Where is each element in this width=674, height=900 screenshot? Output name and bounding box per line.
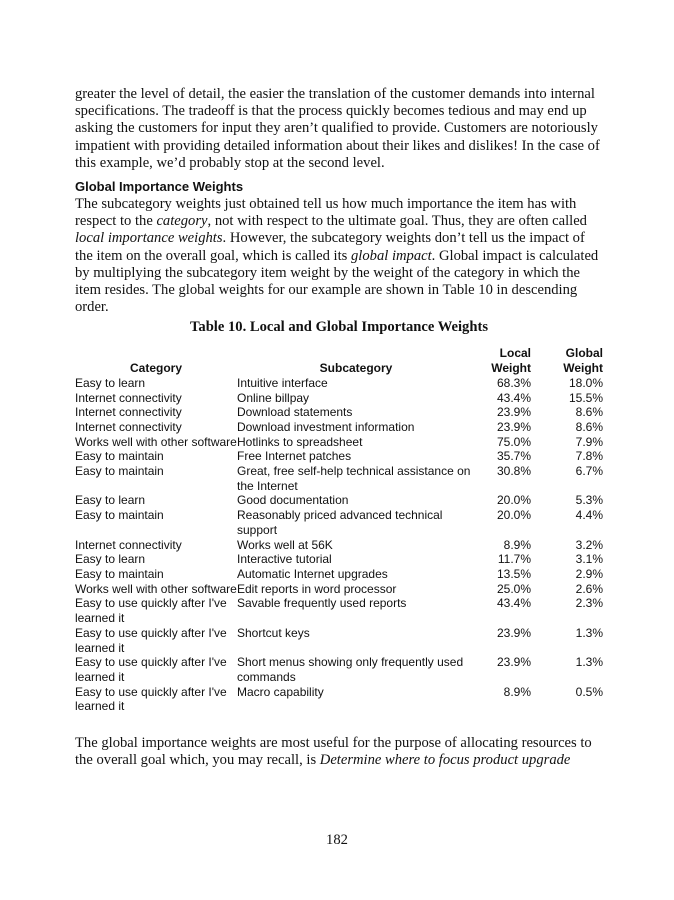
cell-subcategory: Interactive tutorial [237, 552, 332, 567]
header-local-weight: Local Weight [491, 346, 531, 376]
cell-category: Easy to maintain [75, 508, 164, 523]
table-row [75, 655, 603, 684]
table-row [75, 376, 603, 391]
cell-subcategory: Hotlinks to spreadsheet [237, 434, 363, 449]
cell-local-weight: 8.9% [503, 684, 531, 699]
cell-global-weight: 5.3% [575, 493, 603, 508]
cell-global-weight: 1.3% [575, 655, 603, 670]
cell-global-weight: 3.2% [575, 537, 603, 552]
text: The global importance weights are most useful for the purpose of allocating resources to the overall goal which, you may recall, is [75, 735, 592, 769]
cell-subcategory: Download statements [237, 405, 353, 420]
cell-local-weight: 13.5% [496, 566, 531, 581]
text: . However, the subcategory weights don’t tell us the impact of the item on the overall goal, which is called its [75, 230, 585, 264]
cell-global-weight: 6.7% [575, 464, 603, 479]
table-row [75, 493, 603, 508]
cell-local-weight: 23.9% [496, 405, 531, 420]
section-heading: Global Importance Weights [75, 179, 244, 195]
cell-category: Internet connectivity [75, 390, 182, 405]
emphasis: category [156, 213, 208, 230]
cell-subcategory: Intuitive interface [237, 375, 328, 390]
cell-subcategory: Free Internet patches [237, 449, 352, 464]
table-row [75, 405, 603, 420]
cell-category: Easy to use quickly after I've learned it [75, 596, 227, 626]
cell-global-weight: 2.6% [575, 581, 603, 596]
cell-local-weight: 20.0% [496, 493, 531, 508]
cell-category: Easy to learn [75, 552, 146, 567]
cell-subcategory: Automatic Internet upgrades [237, 566, 388, 581]
section-paragraph [75, 196, 603, 316]
importance-weights-table [75, 346, 603, 714]
cell-local-weight: 35.7% [496, 449, 531, 464]
table-row [75, 508, 603, 537]
cell-local-weight: 43.4% [496, 596, 531, 611]
text: , not with respect to the ultimate goal. Thus, they are often called [207, 213, 587, 230]
cell-global-weight: 8.6% [575, 419, 603, 434]
cell-local-weight: 75.0% [496, 434, 531, 449]
cell-subcategory: Great, free self-help technical assistance on the Internet [237, 464, 471, 493]
emphasis: local importance weights [75, 230, 223, 247]
emphasis: global impact [351, 247, 432, 264]
cell-local-weight: 11.7% [497, 552, 531, 567]
table-row [75, 464, 603, 493]
table-row [75, 449, 603, 464]
cell-global-weight: 3.1% [575, 552, 603, 567]
cell-subcategory: Shortcut keys [237, 625, 310, 640]
cell-category: Easy to use quickly after I've learned it [75, 625, 227, 655]
cell-subcategory: Download investment information [237, 419, 415, 434]
table-row [75, 685, 603, 714]
cell-global-weight: 1.3% [575, 625, 603, 640]
table-row [75, 626, 603, 655]
table-title: Table 10. Local and Global Importance Weights [190, 319, 488, 336]
cell-global-weight: 18.0% [568, 375, 603, 390]
table-row [75, 538, 603, 553]
table-row [75, 552, 603, 567]
closing-paragraph [75, 735, 603, 769]
cell-category: Easy to maintain [75, 566, 164, 581]
cell-local-weight: 30.8% [496, 464, 531, 479]
cell-global-weight: 4.4% [575, 508, 603, 523]
cell-local-weight: 23.9% [496, 655, 531, 670]
cell-subcategory: Macro capability [237, 684, 324, 699]
cell-local-weight: 23.9% [496, 419, 531, 434]
header-subcategory: Subcategory [319, 361, 393, 376]
header-global-weight: Global Weight [563, 346, 603, 376]
cell-subcategory: Reasonably priced advanced technical support [237, 508, 443, 537]
intro-paragraph: greater the level of detail, the easier the translation of the customer demands into internal specifications. The tradeoff is that the process quickly becomes tedious and may end up asking the customers for input they aren’t qualified to provide. Customers are notoriously impatient with providing detailed information about their likes and dislikes! In the case of this example, we’d probably stop at the second level. [75, 86, 600, 171]
cell-category: Easy to learn [75, 493, 146, 508]
cell-category: Easy to learn [75, 375, 146, 390]
table-row [75, 435, 603, 450]
cell-global-weight: 0.5% [575, 684, 603, 699]
table-header-row [75, 346, 603, 375]
cell-category: Works well with other software [75, 581, 237, 596]
cell-global-weight: 7.8% [575, 449, 603, 464]
table-row [75, 420, 603, 435]
cell-local-weight: 8.9% [503, 537, 531, 552]
document-page [75, 86, 603, 769]
cell-subcategory: Good documentation [237, 493, 349, 508]
cell-local-weight: 20.0% [496, 508, 531, 523]
cell-subcategory: Online billpay [237, 390, 310, 405]
cell-category: Works well with other software [75, 434, 237, 449]
cell-local-weight: 43.4% [496, 390, 531, 405]
page-number: 182 [326, 832, 348, 848]
cell-subcategory: Savable frequently used reports [237, 596, 407, 611]
cell-subcategory: Edit reports in word processor [237, 581, 397, 596]
cell-local-weight: 68.3% [496, 375, 531, 390]
cell-global-weight: 7.9% [575, 434, 603, 449]
table-row [75, 596, 603, 625]
cell-category: Easy to maintain [75, 464, 164, 479]
emphasis: Determine where to focus product upgrade [319, 752, 571, 769]
cell-category: Internet connectivity [75, 537, 182, 552]
header-category: Category [129, 361, 182, 376]
text: . Global impact is calculated by multiplying the subcategory item weight by the weight of the category in which the item resides. The global weights for our example are shown in Table 10 in descending order. [75, 247, 599, 316]
cell-global-weight: 2.3% [575, 596, 603, 611]
table-row [75, 567, 603, 582]
cell-global-weight: 15.5% [568, 390, 603, 405]
cell-category: Easy to use quickly after I've learned it [75, 655, 227, 684]
cell-category: Internet connectivity [75, 405, 182, 420]
cell-category: Easy to maintain [75, 449, 164, 464]
cell-local-weight: 25.0% [496, 581, 531, 596]
cell-category: Easy to use quickly after I've learned it [75, 684, 227, 714]
cell-global-weight: 2.9% [575, 566, 603, 581]
cell-global-weight: 8.6% [575, 405, 603, 420]
cell-subcategory: Works well at 56K [237, 537, 333, 552]
cell-local-weight: 23.9% [496, 625, 531, 640]
table-row [75, 582, 603, 597]
table-row [75, 391, 603, 406]
text: The subcategory weights just obtained tell us how much importance the item has with respect to the [75, 196, 577, 230]
cell-category: Internet connectivity [75, 419, 182, 434]
cell-subcategory: Short menus showing only frequently used commands [237, 655, 464, 684]
